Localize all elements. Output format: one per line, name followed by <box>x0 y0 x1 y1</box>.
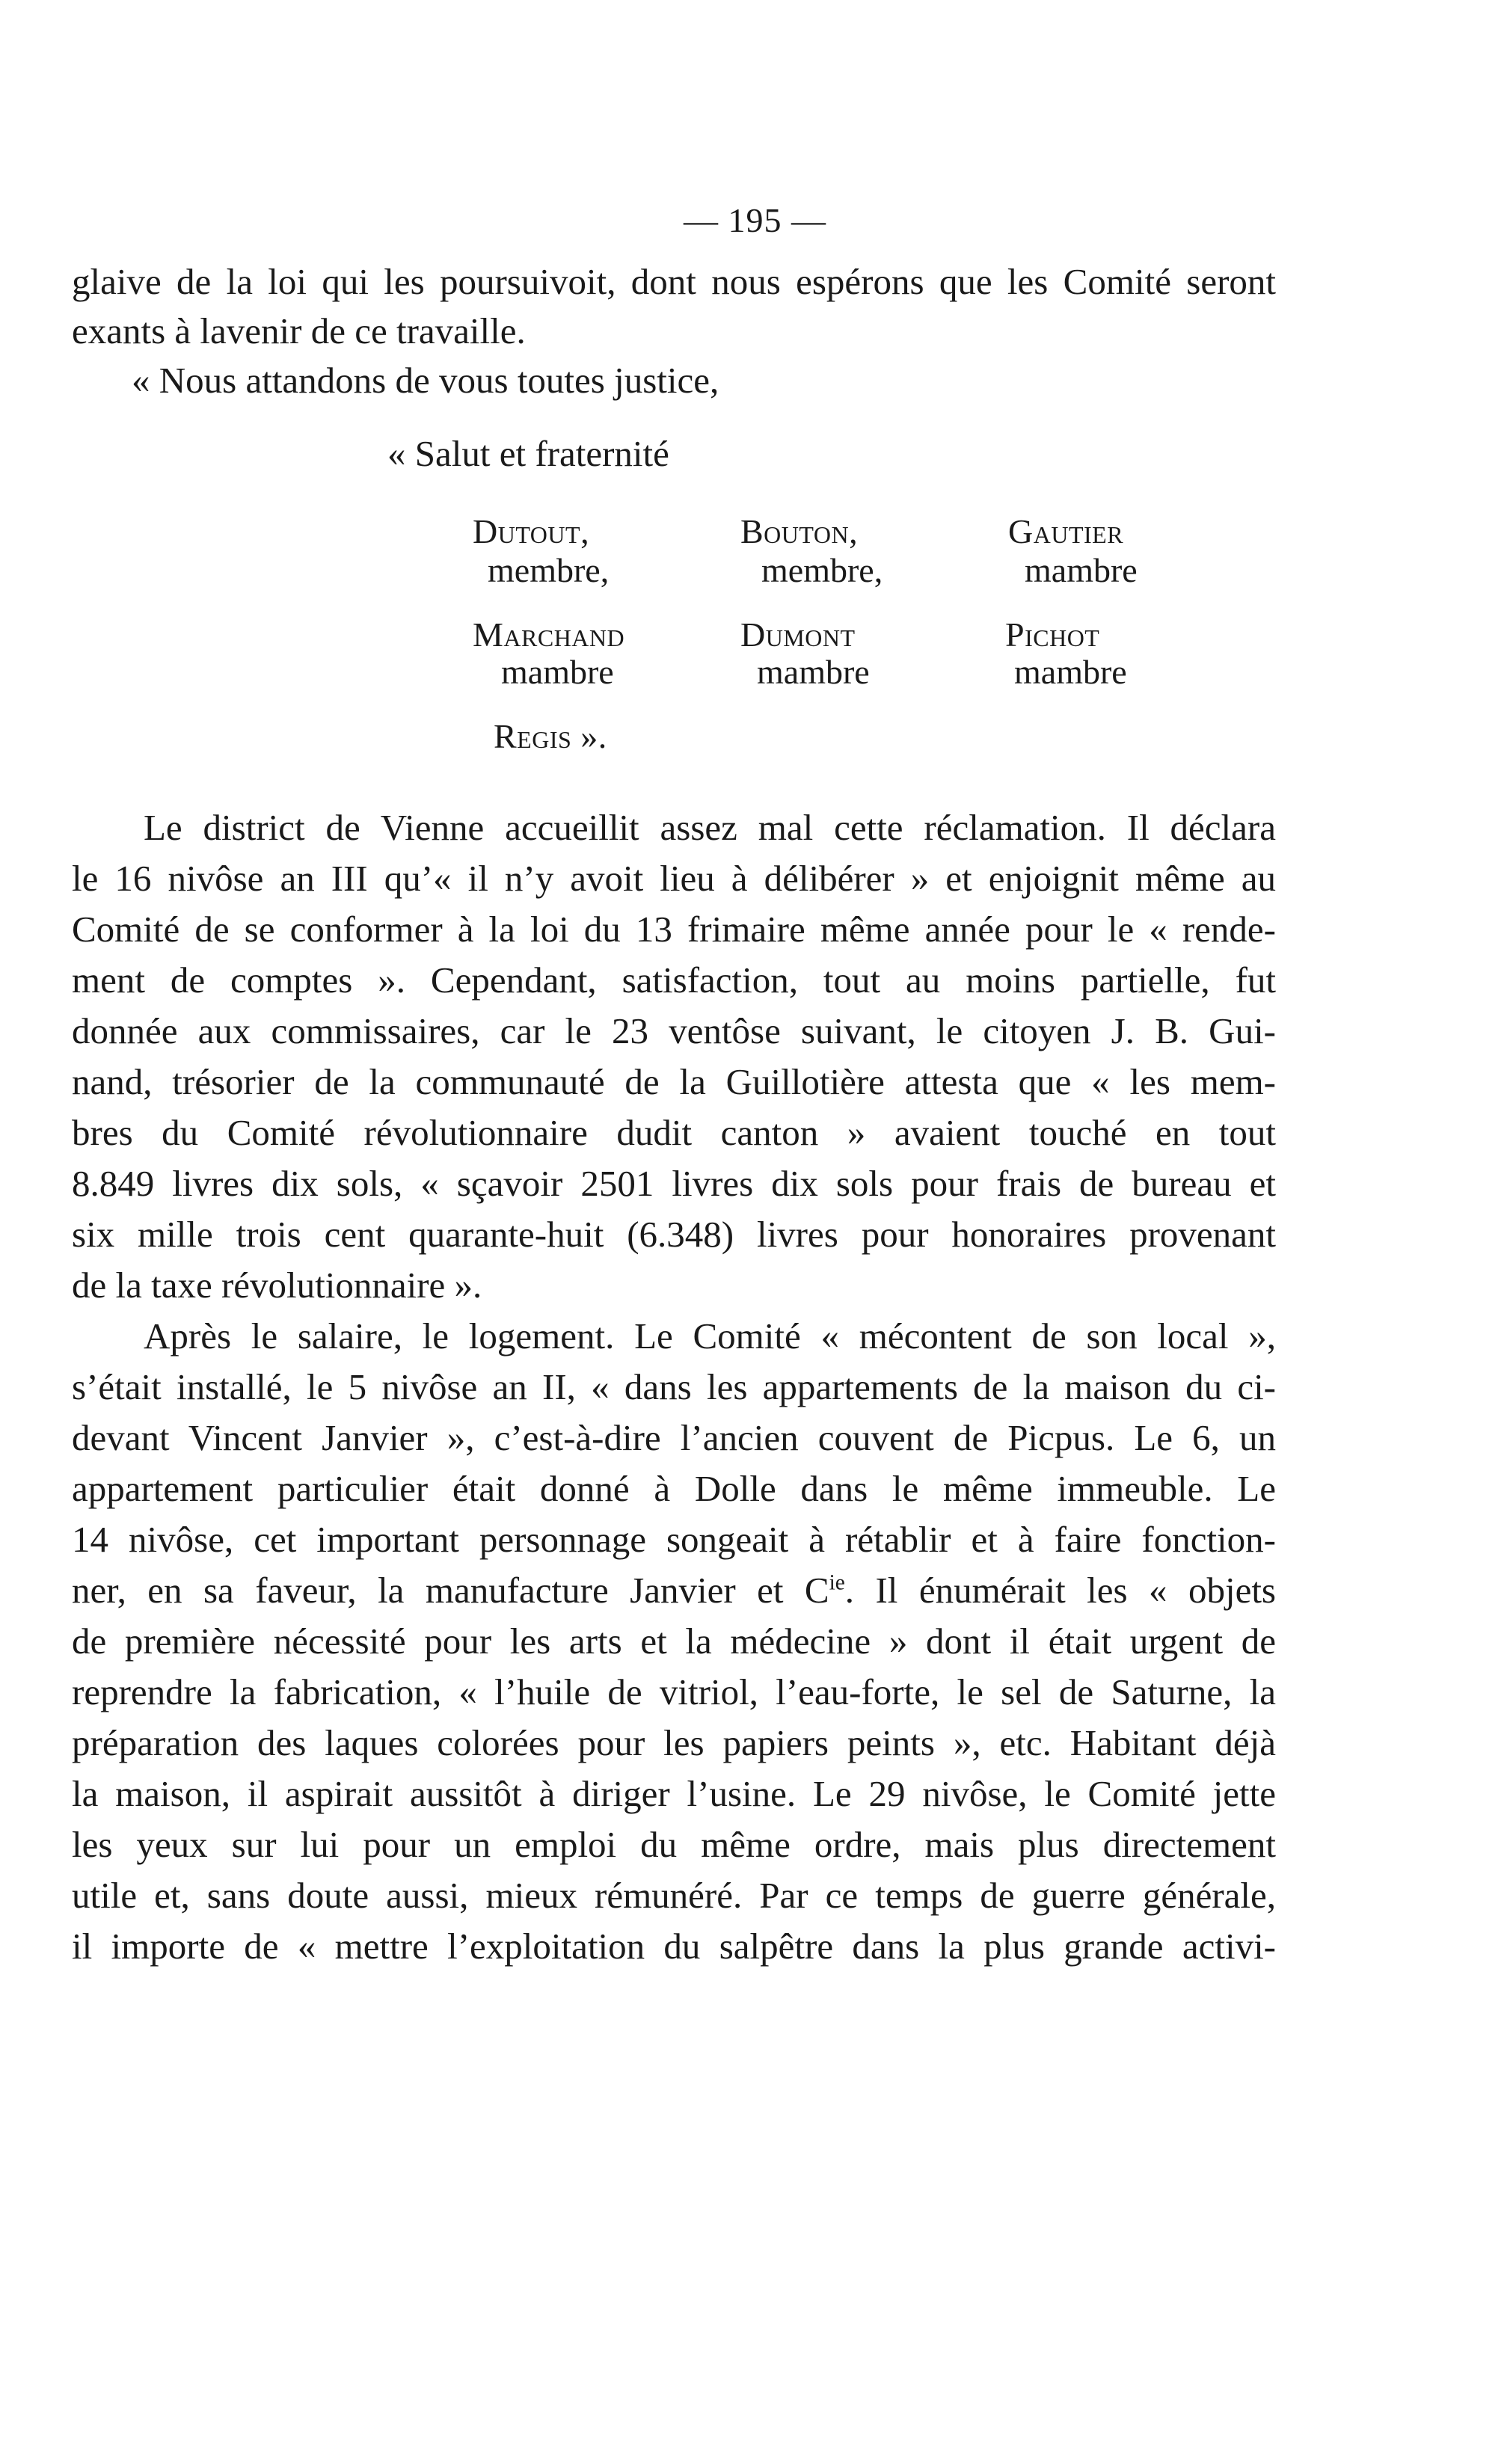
signature-name: Bouton, <box>740 512 859 550</box>
paragraph-line: s’était installé, le 5 nivôse an II, « dans les appartements de la maison du ci- <box>72 1366 1276 1407</box>
signature-name: Regis ». <box>494 717 607 755</box>
signature-name: Dutout, <box>473 512 590 550</box>
text-segment: . Il énumérait les « objets <box>844 1570 1277 1611</box>
paragraph-line: ment de comptes ». Cependant, satisfaction, tout au moins partielle, fut <box>72 959 1276 1001</box>
signature-name: Dumont <box>740 615 856 654</box>
paragraph-line: Le district de Vienne accueillit assez mal cette réclamation. Il déclara <box>144 807 1276 848</box>
paragraph-line: reprendre la fabrication, « l’huile de vitriol, l’eau-forte, le sel de Saturne, la <box>72 1671 1276 1712</box>
paragraph-line: appartement particulier était donné à Dolle dans le même immeuble. Le <box>72 1468 1276 1509</box>
page-number: — 195 — <box>684 201 826 239</box>
letter-line: glaive de la loi qui les poursuivoit, dont nous espérons que les Comité seront <box>72 261 1276 302</box>
paragraph-line: préparation des laques colorées pour les papiers peints », etc. Habitant déjà <box>72 1722 1276 1763</box>
signature-role: membre, <box>488 551 610 589</box>
signature-role: membre, <box>761 551 883 589</box>
letter-line: exants à lavenir de ce travaille. <box>72 310 526 351</box>
paragraph-line: de première nécessité pour les arts et la médecine » dont il était urgent de <box>72 1620 1276 1662</box>
paragraph-line: 14 nivôse, cet important personnage songeait à rétablir et à faire fonction- <box>72 1519 1276 1560</box>
paragraph-line: les yeux sur lui pour un emploi du même ordre, mais plus directement <box>72 1824 1276 1865</box>
letter-salutation: « Salut et fraternité <box>387 433 669 474</box>
paragraph-line: il importe de « mettre l’exploitation du salpêtre dans la plus grande activi- <box>72 1926 1276 1967</box>
paragraph-line-with-superscript <box>72 1572 1276 1609</box>
letter-closing: « Nous attandons de vous toutes justice, <box>132 360 719 401</box>
paragraph-line: le 16 nivôse an III qu’« il n’y avoit lieu à délibérer » et enjoignit même au <box>72 858 1276 899</box>
paragraph-line: six mille trois cent quarante-huit (6.348) livres pour honoraires provenant <box>72 1214 1276 1255</box>
paragraph-line: de la taxe révolutionnaire ». <box>72 1265 482 1306</box>
paragraph-line: Comité de se conformer à la loi du 13 frimaire même année pour le « rende- <box>72 909 1276 950</box>
signature-name: Gautier <box>1008 512 1124 550</box>
paragraph-line: utile et, sans doute aussi, mieux rémunéré. Par ce temps de guerre générale, <box>72 1875 1276 1916</box>
signature-role: mambre <box>501 653 614 691</box>
signature-name: Marchand <box>473 615 625 654</box>
signature-role: mambre <box>757 653 870 691</box>
signature-role: mambre <box>1014 653 1127 691</box>
superscript: ie <box>829 1570 845 1595</box>
signature-role: mambre <box>1025 551 1138 589</box>
signature-name: Pichot <box>1005 615 1100 654</box>
paragraph-line: devant Vincent Janvier », c’est-à-dire l’ancien couvent de Picpus. Le 6, un <box>72 1417 1276 1458</box>
paragraph-line: la maison, il aspirait aussitôt à diriger l’usine. Le 29 nivôse, le Comité jette <box>72 1773 1276 1814</box>
text-segment: ner, en sa faveur, la manufacture Janvier et C <box>72 1570 829 1611</box>
paragraph-line: nand, trésorier de la communauté de la Guillotière attesta que « les mem- <box>72 1061 1276 1102</box>
paragraph-line: Après le salaire, le logement. Le Comité « mécontent de son local », <box>144 1315 1276 1357</box>
paragraph-line: donnée aux commissaires, car le 23 ventôse suivant, le citoyen J. B. Gui- <box>72 1010 1276 1051</box>
paragraph-line: 8.849 livres dix sols, « sçavoir 2501 livres dix sols pour frais de bureau et <box>72 1163 1276 1204</box>
paragraph-line: bres du Comité révolutionnaire dudit canton » avaient touché en tout <box>72 1112 1276 1153</box>
